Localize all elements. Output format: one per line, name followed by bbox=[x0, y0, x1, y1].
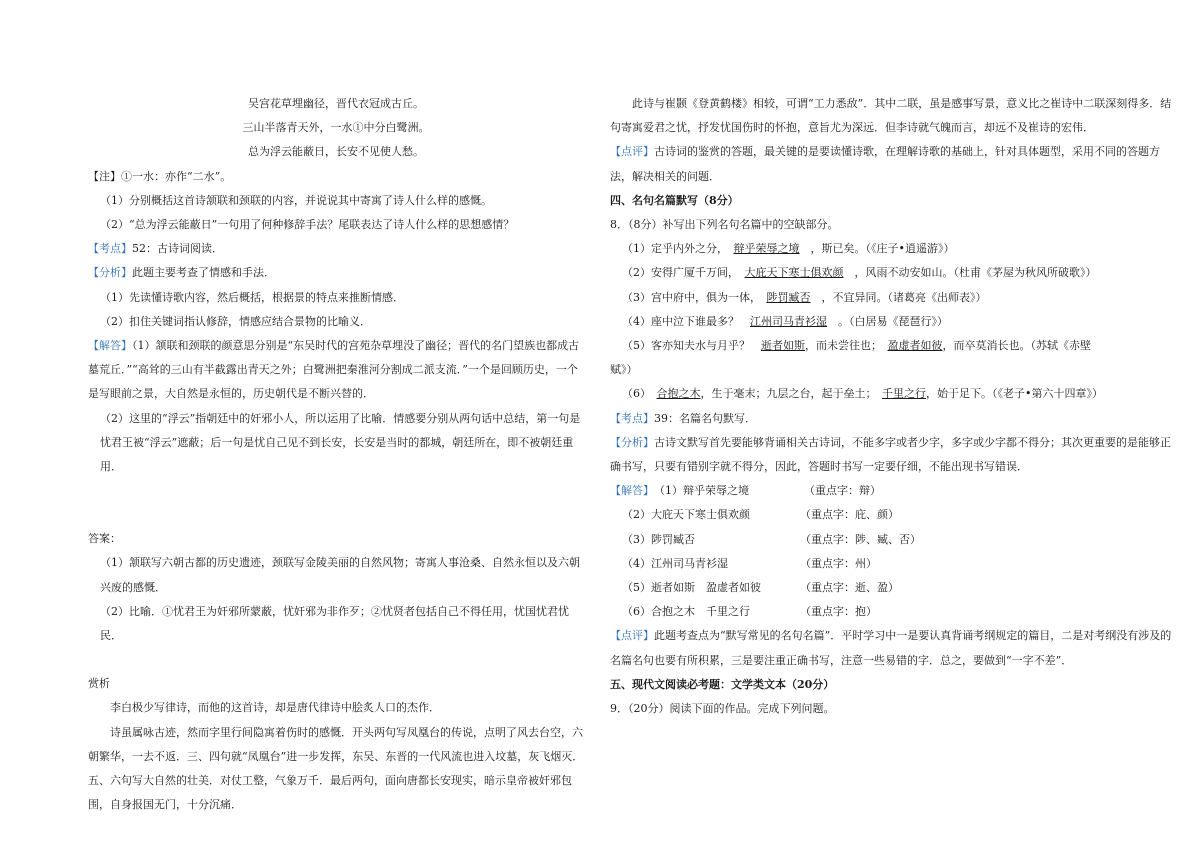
question-9: 9．（20分）阅读下面的作品。完成下列问题。 bbox=[610, 702, 835, 716]
note-tag: 【注】 bbox=[88, 169, 121, 183]
question-8: 8．（8分）补写出下列名句名篇中的空缺部分。 bbox=[610, 218, 839, 232]
fenxi-item-2: （2）扣住关键词指认修辞，情感应结合景物的比喻义． bbox=[100, 314, 371, 328]
fenxi-right bbox=[610, 431, 1180, 479]
shangxi-label: 赏析 bbox=[88, 677, 110, 691]
fill-item-5-cont: 赋》） bbox=[610, 363, 638, 377]
jieda-right-2 bbox=[610, 503, 1180, 527]
fill-suffix: ，斯已矣。（《庄子•逍遥游》） bbox=[810, 242, 955, 256]
fill-middle: ，而未尝往也； bbox=[805, 339, 877, 353]
jieda-right-1 bbox=[610, 479, 1180, 503]
fill-answer: 合抱之木 bbox=[656, 387, 701, 401]
spacer bbox=[88, 648, 584, 672]
fill-suffix: ，风雨不动安如山。（杜甫《茅屋为秋风所破歌》） bbox=[854, 266, 1097, 280]
poem-line-2: 三山半落青天外，一水①中分白鹭洲。 bbox=[242, 121, 430, 135]
fill-prefix: （5）客亦知夫水与月乎？ bbox=[622, 339, 750, 353]
jieda-text-2: （2）这里的“浮云”指朝廷中的奸邪小人，所以运用了比喻．情感要分别从两句话中总结，第一句是忧君王被“浮云”遮蔽；后一句是忧自己见不到长安，长安是当时的都城，朝廷所在，即不被朝廷重用． bbox=[100, 411, 581, 474]
kaodian-tag: 【考点】 bbox=[88, 242, 132, 256]
fill-item-3 bbox=[610, 286, 1180, 310]
fill-suffix: ，而卒莫消长也。（苏轼《赤壁 bbox=[942, 339, 1091, 353]
jieda-text: （1）颔联和颈联的颜意思分别是“东吴时代的宫苑杂草埋没了幽径；晋代的名门望族也都成古墓荒丘．”“高耸的三山有半截露出青天之外；白鹭洲把秦淮河分割成二派支流．”一个是回顾历史，一个是写眼前之景，大自然是永恒的，历史朝代是不断兴替的． bbox=[88, 339, 580, 401]
dianping-tag: 【点评】 bbox=[610, 629, 654, 643]
fill-answer: 陟罚臧否 bbox=[766, 290, 811, 304]
fenxi-tag: 【分析】 bbox=[88, 266, 132, 280]
fill-answer: 逝者如斯 bbox=[761, 339, 805, 353]
fill-middle: ，生于毫末；九层之台，起于垒土； bbox=[700, 387, 871, 401]
fill-prefix: （6） bbox=[622, 387, 646, 401]
jieda-right-5 bbox=[610, 576, 1180, 600]
fill-answer: 盈虚者如彼 bbox=[887, 339, 943, 353]
fenxi-text: 此题主要考查了情感和手法． bbox=[132, 266, 275, 280]
question-1: （1）分别概括这首诗颔联和颈联的内容，并说说其中寄寓了诗人什么样的感慨。 bbox=[100, 193, 492, 207]
dianping-tag: 【点评】 bbox=[610, 145, 654, 159]
jieda-key: （重点字：陟、臧、否） bbox=[800, 532, 921, 546]
left-column bbox=[88, 92, 584, 817]
jieda-key: （重点字：辩） bbox=[804, 484, 881, 498]
fenxi-left bbox=[88, 261, 584, 285]
fill-prefix: （2）安得广厦千万间， bbox=[622, 266, 734, 280]
fill-item-6 bbox=[610, 382, 1180, 406]
kaodian-text: 52：古诗词阅读． bbox=[132, 242, 223, 256]
fill-suffix: ，不宜异同。（诸葛亮《出师表》） bbox=[821, 290, 987, 304]
section-5-heading: 五、现代文阅读必考题：文学类文本（20分） bbox=[610, 677, 835, 691]
jieda-key: （重点字：抱） bbox=[800, 605, 877, 619]
intro-paragraph: 此诗与崔颢《登黄鹤楼》相较，可谓“工力悉敌”．其中二联，虽是感事写景，意义比之崔诗中二联深刻得多．结句寄寓爱君之忧，抒发忧国伤时的怀抱，意旨尤为深远．但李诗就气魄而言，却远不及崔诗的宏伟． bbox=[610, 97, 1172, 135]
poem-line-3: 总为浮云能蔽日，长安不见使人愁。 bbox=[248, 145, 424, 159]
kaodian-left bbox=[88, 237, 584, 261]
fill-answer: 江州司马青衫湿 bbox=[750, 314, 827, 328]
fill-suffix: ，始于足下。（《老子•第六十四章》） bbox=[926, 387, 1103, 401]
fill-prefix: （4）座中泣下谁最多？ bbox=[622, 314, 739, 328]
fill-prefix: （1）定乎内外之分， bbox=[622, 242, 723, 256]
shangxi-para-2: 诗虽属咏古迹，然而字里行间隐寓着伤时的感慨．开头两句写凤凰台的传说，点明了风去台空，六朝繁华，一去不返．三、四句就“凤凰台”进一步发挥，东吴、东晋的一代风流也进入坟墓，灰飞烟灭．五、六句写大自然的壮美．对仗工整，气象万千．最后两句，面向唐都长安现实，暗示皇帝被奸邪包围，自身报国无门，十分沉痛． bbox=[88, 725, 584, 812]
jieda-key: （重点字：州） bbox=[800, 556, 877, 570]
jieda-answer: （5）逝者如斯 盈虚者如彼 bbox=[622, 581, 761, 595]
shangxi-para-1: 李白极少写律诗，而他的这首诗，却是唐代律诗中脍炙人口的杰作． bbox=[110, 701, 440, 715]
kaodian-tag: 【考点】 bbox=[610, 411, 654, 425]
kaodian-text: 39：名篇名句默写． bbox=[654, 411, 756, 425]
jieda-right-4 bbox=[610, 552, 1180, 576]
right-column bbox=[610, 92, 1180, 721]
fill-answer: 千里之行 bbox=[882, 387, 926, 401]
question-2: （2）“总为浮云能蔽日”一句用了何种修辞手法？尾联表达了诗人什么样的思想感情？ bbox=[100, 218, 515, 232]
jieda-answer: （2）大庇天下寒士俱欢颜 bbox=[622, 508, 750, 522]
answer-item-1: （1）颔联写六朝古都的历史遗迹，颈联写金陵美丽的自然风物；寄寓人事沧桑、自然永恒以及六朝兴废的感慨． bbox=[100, 556, 580, 594]
fill-item-4 bbox=[610, 310, 1180, 334]
spacer bbox=[88, 479, 584, 527]
jieda-right-3 bbox=[610, 528, 1180, 552]
jieda-right-6 bbox=[610, 600, 1180, 624]
fill-suffix: 。（白居易《琵琶行》） bbox=[838, 314, 948, 328]
fenxi-tag: 【分析】 bbox=[610, 435, 654, 449]
jieda-answer: （1）辩乎荣辱之境 bbox=[654, 484, 749, 498]
section-4-heading: 四、名句名篇默写（8分） bbox=[610, 193, 739, 207]
kaodian-right bbox=[610, 407, 1180, 431]
jieda-key: （重点字：逝、盈） bbox=[800, 581, 899, 595]
jieda-answer: （4）江州司马青衫湿 bbox=[622, 556, 728, 570]
fill-answer: 辩乎荣辱之境 bbox=[733, 242, 800, 256]
fill-item-5 bbox=[610, 334, 1180, 358]
jieda-tag: 【解答】 bbox=[88, 339, 132, 353]
jieda-answer: （6）合抱之木 千里之行 bbox=[622, 605, 750, 619]
dianping-text: 此题考查点为“默写常见的名句名篇”．平时学习中一是要认真背诵考纲规定的篇目，二是对考纲没有涉及的名篇名句也要有所积累，三是要注重正确书写，注意一些易错的字．总之，要做到“一字不差”． bbox=[610, 629, 1172, 667]
jieda-left bbox=[88, 334, 584, 407]
fenxi-item-1: （1）先读懂诗歌内容，然后概括，根据景的特点来推断情感． bbox=[100, 290, 404, 304]
jieda-answer: （3）陟罚臧否 bbox=[622, 532, 695, 546]
fill-item-2 bbox=[610, 261, 1180, 285]
poem-line-1: 吴宫花草埋幽径，晋代衣冠成古丘。 bbox=[248, 97, 424, 110]
note-text: ①一水：亦作“二水”。 bbox=[121, 169, 232, 183]
answer-label: 答案： bbox=[88, 532, 121, 546]
fill-answer: 大庇天下寒士俱欢颜 bbox=[744, 266, 844, 280]
jieda-tag: 【解答】 bbox=[610, 484, 654, 498]
fill-prefix: （3）宫中府中，俱为一体， bbox=[622, 290, 756, 304]
note bbox=[88, 165, 584, 189]
fill-item-1 bbox=[610, 237, 1180, 261]
dianping-1 bbox=[610, 140, 1180, 188]
fenxi-text: 古诗文默写首先要能够背诵相关古诗词，不能多字或者少字，多字或少字都不得分；其次更重要的是能够正确书写，只要有错别字就不得分，因此，答题时书写一定要仔细，不能出现书写错误． bbox=[610, 435, 1171, 474]
dianping-2 bbox=[610, 624, 1180, 672]
answer-item-2: （2）比喻．①忧君王为奸邪所蒙蔽，忧奸邪为非作歹；②忧贤者包括自己不得任用，忧国忧君忧民． bbox=[100, 604, 569, 643]
dianping-text: 古诗词的鉴赏的答题，最关键的是要读懂诗歌，在理解诗歌的基础上，针对具体题型，采用不同的答题方法，解决相关的问题． bbox=[610, 145, 1160, 183]
jieda-key: （重点字：庇、颜） bbox=[800, 508, 899, 522]
